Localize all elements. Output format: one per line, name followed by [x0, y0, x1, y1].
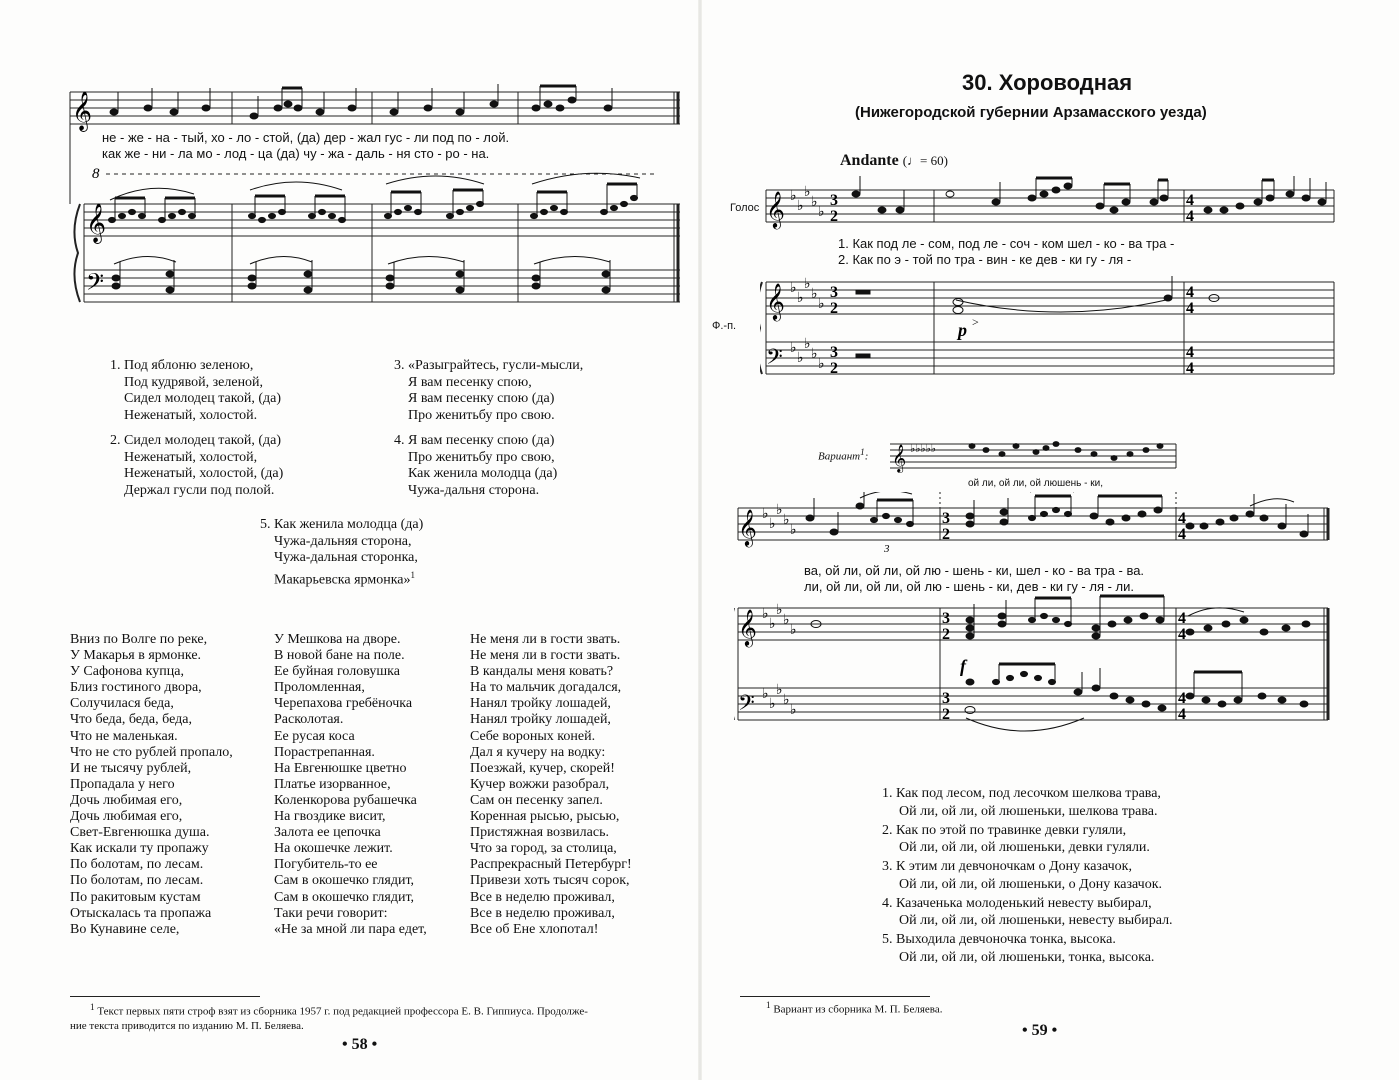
stanza-2: [882, 822, 1173, 857]
svg-text:♭: ♭: [776, 502, 783, 518]
poem-line: Все в неделю проживал,: [470, 905, 615, 921]
poem-line: По ракитовым кустам: [70, 889, 201, 905]
poem-line: Погубитель-то ее: [274, 857, 378, 873]
music-score-system-2: [734, 492, 1334, 742]
svg-text:4: 4: [1186, 300, 1194, 317]
poem-line: Нанял тройку лошадей,: [470, 712, 611, 728]
poem-line: Кучер вожжи разобрал,: [470, 776, 610, 792]
right-stanzas: [882, 785, 1173, 968]
svg-text:2: 2: [830, 208, 838, 225]
stanza-line: Ой ли, ой ли, ой люшеньки, девки гуляли.: [899, 840, 1150, 855]
poem-line: Дочь любимая его,: [70, 792, 183, 808]
svg-text:2: 2: [942, 526, 950, 543]
stanza-2: 2. Сидел молодец такой, (да) Неженатый, холостой, Неженатый, холостой, (да) Держал гусли под полой.: [110, 433, 284, 498]
svg-text:𝄢: 𝄢: [766, 345, 783, 375]
svg-text:3: 3: [830, 344, 838, 361]
svg-text:♭: ♭: [790, 702, 797, 718]
poem-line: В кандалы меня ковать?: [470, 664, 614, 680]
footnote: [70, 1000, 690, 1033]
poem-line: Поезжай, кучер, скорей!: [470, 760, 615, 776]
stanza-line: 3. К этим ли девчоночкам о Дону казачок,: [882, 859, 1132, 874]
svg-text:♭: ♭: [790, 622, 797, 638]
stanza-4: 4. Я вам песенку спою (да) Про женитьбу про свою, Как женила молодца (да) Чужа-дальня сторона.: [394, 433, 558, 498]
svg-text:𝄞: 𝄞: [766, 190, 785, 228]
stanza-5: [882, 931, 1173, 966]
poem-line: Отыскалась та пропажа: [70, 905, 212, 921]
svg-text:4: 4: [1178, 510, 1186, 527]
svg-text:♭: ♭: [776, 682, 783, 698]
svg-text:2: 2: [942, 706, 950, 723]
footnote-mark: 1: [90, 1002, 95, 1012]
poem-line: Что беда, беда, беда,: [70, 712, 192, 728]
svg-text:2: 2: [830, 360, 838, 377]
poem-line: Близ гостиного двора,: [70, 680, 202, 696]
octave-mark: 8: [92, 166, 100, 182]
poem-line: Расколотая.: [274, 712, 344, 728]
stanza-5: [260, 517, 423, 589]
stanza-line: Ой ли, ой ли, ой люшеньки, о Дону казачок.: [899, 876, 1163, 892]
stanza-1: [882, 785, 1173, 820]
stanza-line: 2. Как по этой по травинке девки гуляли,: [882, 822, 1127, 838]
stanza-line: Ой ли, ой ли, ой люшеньки, шелкова трава.: [899, 803, 1158, 819]
poem-line: Коленкорова рубашечка: [274, 792, 417, 808]
svg-text:4: 4: [1186, 208, 1194, 225]
system1-lyrics-line-1: 1. Как под ле - сом, под ле - сoч - ком шел - ко - ва тра -: [838, 236, 1175, 251]
svg-text:4: 4: [1178, 706, 1186, 723]
poem-line: Во Кунавине селе,: [70, 921, 180, 937]
poem-line: Привези хоть тысяч сорок,: [470, 873, 630, 889]
svg-text:♭: ♭: [783, 692, 790, 708]
stanza-3: 3. «Разыграйтесь, гусли-мысли, Я вам песенку спою, Я вам песенку спою (да) Про женитьбу про свою.: [394, 358, 584, 423]
svg-text:♭: ♭: [811, 286, 818, 302]
poem-line: «Не за мной ли пара едет,: [274, 921, 427, 937]
poem-line: Сам он песенку запел.: [470, 792, 603, 808]
svg-text:4: 4: [1186, 344, 1194, 361]
stanza-4: [882, 895, 1173, 930]
svg-text:𝄞: 𝄞: [892, 444, 907, 472]
poem-line: Что не сто рублей пропало,: [70, 744, 233, 760]
stanza-5-text: 5. Как женила молодца (да) Чужа-дальняя сторона, Чужа-дальная сторонка, Макарьевска ярмонка»: [260, 517, 424, 588]
music-score-system-1: [760, 176, 1340, 382]
song-subtitle: (Нижегородской губернии Арзамасского уезда): [855, 104, 1207, 121]
svg-text:4: 4: [1178, 626, 1186, 643]
poem-line: Солучилася беда,: [70, 696, 174, 712]
poem-line: Свет-Евгенюшка душа.: [70, 825, 210, 841]
stanza-line: Ой ли, ой ли, ой люшеньки, тонка, высока.: [899, 949, 1155, 965]
tempo-marking: [840, 152, 948, 170]
poem-line: На гвоздике висит,: [274, 809, 386, 825]
svg-text:4: 4: [1178, 690, 1186, 707]
poem-line: Распрекрасный Петербург!: [470, 857, 632, 873]
svg-text:♭: ♭: [790, 280, 797, 296]
svg-text:♭: ♭: [783, 612, 790, 628]
footnote-mark: 1: [766, 1000, 771, 1010]
page-number: • 59 •: [1022, 1022, 1058, 1039]
song-title: 30. Хороводная: [962, 70, 1133, 95]
svg-text:4: 4: [1186, 360, 1194, 377]
poem-line: Сам в окошечко глядит,: [274, 889, 415, 905]
poem-line: Коренная рысью, рысью,: [470, 809, 620, 825]
footnote-rule: [740, 996, 930, 997]
svg-text:♭: ♭: [762, 506, 769, 522]
poem-line: Ее буйная головушка: [274, 664, 400, 680]
poem-line: В новой бане на поле.: [274, 648, 405, 664]
svg-text:𝄞: 𝄞: [72, 91, 93, 131]
poem-line: На окошечке лежит.: [274, 841, 393, 857]
svg-text:♭: ♭: [783, 512, 790, 528]
dynamic-p: p: [958, 320, 967, 340]
footnote-rule: [70, 996, 260, 997]
svg-text:♭: ♭: [818, 296, 825, 312]
poem-line: Ее русая коса: [274, 728, 355, 744]
poem-line: На то мальчик догадался,: [470, 680, 622, 696]
poem-line: Сам в окошечко глядит,: [274, 873, 415, 889]
svg-text:♭: ♭: [762, 606, 769, 622]
poem-line: У Мешкова на дворе.: [274, 632, 401, 647]
poem-line: На Евгенюшке цветно: [274, 760, 407, 776]
label-piano: Ф.-п.: [712, 320, 737, 332]
footnote-ref: 1: [410, 569, 415, 580]
poem-line: Дал я кучеру на водку:: [470, 744, 606, 760]
svg-text:3: 3: [942, 510, 950, 527]
svg-text:4: 4: [1178, 526, 1186, 543]
triplet-mark: 3: [884, 543, 890, 555]
svg-text:3: 3: [830, 284, 838, 301]
poem-line: Дочь любимая его,: [70, 809, 183, 825]
stanza-3: [882, 858, 1173, 893]
svg-text:♭: ♭: [804, 276, 811, 292]
poem-line: Все в неделю проживал,: [470, 889, 615, 905]
svg-text:𝄞: 𝄞: [86, 203, 107, 243]
poem-line: Таки речи говорит:: [274, 905, 388, 921]
poem-line: Что за город, за столица,: [470, 841, 617, 857]
svg-text:♭: ♭: [762, 686, 769, 702]
page-59: [700, 0, 1399, 1080]
svg-text:4: 4: [1186, 284, 1194, 301]
footnote-line-2: ние текста приводится по изданию М. П. Беляева.: [70, 1019, 304, 1032]
svg-text:♭: ♭: [811, 194, 818, 210]
poem-line: Черепахова гребёночка: [274, 696, 413, 712]
poem-line: Не меня ли в гости звать.: [470, 632, 621, 647]
svg-text:3: 3: [942, 610, 950, 627]
variant-label-text: Вариант: [818, 450, 861, 463]
svg-text:♭: ♭: [818, 204, 825, 220]
svg-text:♭: ♭: [797, 198, 804, 214]
stanza-line: 5. Выходила девчоночка тонка, высока.: [882, 932, 1116, 947]
svg-text:♭: ♭: [769, 696, 776, 712]
metronome: (♩= 60): [902, 153, 948, 168]
svg-text:♭: ♭: [818, 356, 825, 372]
stanza-line: 4. Казаченька молоденький невесту выбирал,: [882, 895, 1152, 911]
text-column-3: [470, 632, 632, 938]
label-voice: Голос: [730, 202, 760, 214]
poem-line: И не тысячу рублей,: [70, 760, 192, 776]
svg-text:𝄞: 𝄞: [766, 282, 785, 320]
poem-line: Порастрепанная.: [274, 744, 375, 760]
poem-line: Не меня ли в гости звать.: [470, 648, 621, 664]
system1-lyrics-line-2: 2. Как по э - той по тра - вин - ке дев - ки гу - ля -: [838, 252, 1132, 267]
stanza-line: 1. Как под лесом, под лесочком шелкова трава,: [882, 786, 1161, 801]
footnote: [766, 998, 942, 1017]
variant-mark: 1: [860, 447, 865, 457]
text-column-2: [274, 632, 427, 938]
svg-text:♭: ♭: [769, 616, 776, 632]
tempo-text: Andante: [840, 152, 899, 169]
poem-line: Себе вороных коней.: [470, 728, 596, 744]
svg-text:4: 4: [1178, 610, 1186, 627]
svg-text:𝄞: 𝄞: [738, 608, 757, 646]
poem-line: Все об Ене хлопотал!: [470, 921, 599, 937]
svg-text:♭: ♭: [790, 188, 797, 204]
variant-label: Вариант$^1$:: [818, 447, 869, 463]
stanza-line: Ой ли, ой ли, ой люшеньки, невесту выбирал.: [899, 913, 1173, 928]
svg-text:4: 4: [1186, 192, 1194, 209]
poem-line: Вниз по Волге по реке,: [70, 632, 208, 647]
page-number: • 58 •: [342, 1036, 378, 1053]
lyrics-line-2: как же - ни - ла мо - лод - ца (да) чу - жа - даль - ня сто - ро - на.: [102, 146, 490, 161]
svg-text:>: >: [972, 315, 979, 329]
system2-lyrics-line-2: ли, ой ли, ой ли, ой лю - шень - ки, дев - ки гу - ля - ли.: [804, 579, 1135, 594]
svg-text:♭: ♭: [790, 522, 797, 538]
poem-line: Нанял тройку лошадей,: [470, 696, 611, 712]
svg-text:♭: ♭: [804, 336, 811, 352]
svg-text:3: 3: [830, 192, 838, 209]
svg-text:♭: ♭: [811, 346, 818, 362]
variant-lyrics: ой ли, ой ли, ой люшень - ки,: [968, 478, 1104, 489]
svg-text:♭: ♭: [790, 340, 797, 356]
poem-line: Платье изорванное,: [274, 776, 391, 792]
svg-text:3: 3: [942, 690, 950, 707]
stanza-1: 1. Под яблоню зеленою, Под кудрявой, зеленой, Сидел молодец такой, (да) Неженатый, холостой.: [110, 358, 281, 423]
svg-text:♭♭♭♭♭: ♭♭♭♭♭: [910, 443, 936, 455]
poem-line: У Макарья в ярмонке.: [70, 648, 202, 664]
svg-text:♭: ♭: [804, 184, 811, 200]
poem-line: У Сафонова купца,: [70, 664, 184, 680]
svg-text:𝄢: 𝄢: [86, 268, 105, 301]
svg-text:♭: ♭: [797, 350, 804, 366]
poem-line: По болотам, по лесам.: [70, 873, 204, 889]
footnote-text: Вариант из сборника М. П. Беляева.: [773, 1003, 943, 1016]
poem-line: По болотам, по лесам.: [70, 857, 204, 873]
poem-line: Пристяжная возвилась.: [470, 825, 609, 841]
dynamic-f: f: [960, 656, 966, 676]
svg-text:♭: ♭: [776, 602, 783, 618]
svg-text:♭: ♭: [769, 516, 776, 532]
svg-text:♭: ♭: [797, 290, 804, 306]
lyrics-line-1: не - же - на - тый, хо - ло - стой, (да) дер - жал гус - ли под по - лой.: [102, 130, 510, 145]
poem-line: Проломленная,: [274, 680, 365, 696]
poem-line: Залота ее цепочка: [274, 825, 381, 841]
svg-text:2: 2: [830, 300, 838, 317]
system2-lyrics-line-1: ва, ой ли, ой ли, ой лю - шень - ки, шел - ко - ва трa - ва.: [804, 563, 1145, 578]
music-score-top: [66, 80, 686, 310]
svg-text:𝄢: 𝄢: [738, 691, 755, 721]
svg-text:2: 2: [942, 626, 950, 643]
svg-text:𝄞: 𝄞: [738, 508, 757, 546]
poem-line: Что не маленькая.: [70, 728, 178, 744]
poem-line: Как искали ту пропажу: [70, 841, 209, 857]
poem-line: Пропадала у него: [70, 776, 175, 792]
footnote-line-1: Текст первых пяти строф взят из сборника 1957 г. под редакцией профессора Е. В. Гиппиуса. Продолже-: [97, 1005, 588, 1018]
text-column-1: [70, 632, 233, 938]
